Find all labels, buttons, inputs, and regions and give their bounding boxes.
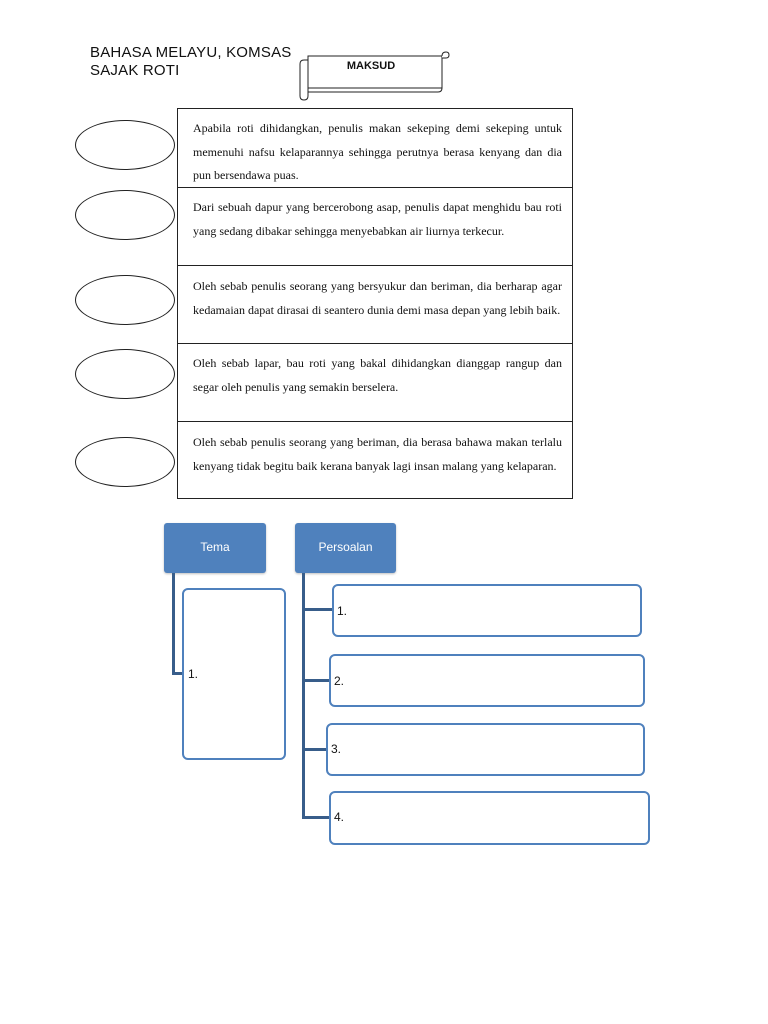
persoalan-connector [302,748,327,751]
meaning-table [177,108,573,499]
persoalan-header: Persoalan [295,523,396,573]
tema-connector [172,573,175,675]
persoalan-answer-box [329,654,645,707]
persoalan-answer-box [329,791,650,845]
tema-header: Tema [164,523,266,573]
meaning-row: Apabila roti dihidangkan, penulis makan sekeping demi sekeping untuk memenuhi nafsu kelaparannya sehingga perutnya berasa kenyang dan dia pun bersendawa puas. [193,121,562,182]
meaning-row: Oleh sebab penulis seorang yang bersyukur dan beriman, dia berharap agar kedamaian dapat dirasai di seantero dunia demi masa depan yang lebih baik. [178,265,572,344]
persoalan-item-number: 4. [334,810,345,824]
answer-oval [75,275,175,325]
worksheet-subtitle: SAJAK ROTI [90,62,180,79]
maksud-scroll-banner [296,48,450,104]
banner-label: MAKSUD [346,60,396,72]
persoalan-item-number: 1. [337,604,348,618]
meaning-row: Dari sebuah dapur yang bercerobong asap, penulis dapat menghidu bau roti yang sedang dibakar sehingga menyebabkan air liurnya terkecur. [178,187,572,266]
answer-oval [75,120,175,170]
meaning-row: Oleh sebab lapar, bau roti yang bakal dihidangkan dianggap rangup dan segar oleh penulis yang semakin berselera. [178,343,572,422]
persoalan-connector [302,816,331,819]
persoalan-item-number: 2. [334,674,345,688]
persoalan-connector [302,608,332,611]
persoalan-answer-box [326,723,645,776]
tema-item-number: 1. [188,667,199,681]
worksheet-title: BAHASA MELAYU, KOMSAS [90,44,292,61]
answer-oval [75,190,175,240]
persoalan-answer-box [332,584,642,637]
persoalan-connector [302,679,331,682]
answer-oval [75,437,175,487]
answer-oval [75,349,175,399]
meaning-row: Oleh sebab penulis seorang yang beriman, dia berasa bahawa makan terlalu kenyang tidak begitu baik kerana banyak lagi insan malang yang kelaparan. [178,421,572,500]
persoalan-item-number: 3. [331,742,342,756]
